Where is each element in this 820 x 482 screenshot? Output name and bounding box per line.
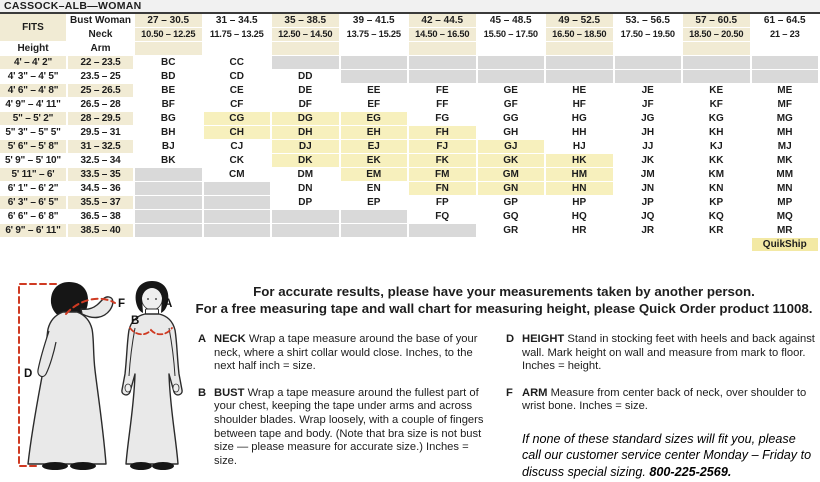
unavailable-cell [135, 224, 204, 238]
definition-term: BUST [214, 386, 245, 399]
size-code-cell: HJ [546, 140, 615, 154]
spacer-cell [752, 42, 820, 56]
size-code-cell: DJ [272, 140, 341, 154]
front-view-figure [122, 281, 182, 470]
height-range: 5" – 5' 2" [0, 112, 68, 126]
size-code-cell: BF [135, 98, 204, 112]
special-sizing-note [522, 431, 816, 481]
size-row [0, 210, 820, 224]
size-row [0, 182, 820, 196]
height-arm-header-row [0, 42, 820, 56]
spacer-cell [683, 42, 752, 56]
size-code-cell: HM [546, 168, 615, 182]
height-range: 4' 9" – 4' 11" [0, 98, 68, 112]
bust-range-header: 27 – 30.5 [135, 14, 204, 28]
height-range: 5' 6" – 5' 8" [0, 140, 68, 154]
unavailable-cell [409, 56, 478, 70]
size-code-cell: KF [683, 98, 752, 112]
size-code-cell: FG [409, 112, 478, 126]
definition-height [506, 333, 816, 374]
size-code-cell: MP [752, 196, 820, 210]
size-chart-table [0, 14, 820, 252]
bust-range-header: 57 – 60.5 [683, 14, 752, 28]
spacer-cell [478, 42, 547, 56]
size-code-cell: DN [272, 182, 341, 196]
size-row [0, 84, 820, 98]
spacer-cell [204, 42, 273, 56]
special-sizing-text: If none of these standard sizes will fit you, please call our customer service center Monday – Friday to discuss special sizing. [522, 431, 812, 479]
neck-range-header: 13.75 – 15.25 [341, 28, 410, 42]
size-code-cell: JF [615, 98, 684, 112]
size-code-cell: DG [272, 112, 341, 126]
height-range: 5' 11" – 6' [0, 168, 68, 182]
size-code-cell: CG [204, 112, 273, 126]
size-code-cell: MG [752, 112, 820, 126]
bust-range-header: 35 – 38.5 [272, 14, 341, 28]
spacer-cell [409, 42, 478, 56]
size-code-cell: HG [546, 112, 615, 126]
size-code-cell: HH [546, 126, 615, 140]
unavailable-cell [341, 210, 410, 224]
spacer-cell [135, 42, 204, 56]
size-code-cell: FE [409, 84, 478, 98]
arm-range: 31 – 32.5 [68, 140, 135, 154]
size-code-cell: EG [341, 112, 410, 126]
figure-label-b: B [131, 315, 140, 327]
size-code-cell: CD [204, 70, 273, 84]
size-row [0, 70, 820, 84]
neck-range-header: 17.50 – 19.50 [615, 28, 684, 42]
size-code-cell: JK [615, 154, 684, 168]
size-code-cell: GF [478, 98, 547, 112]
size-code-cell: EM [341, 168, 410, 182]
size-code-cell: CH [204, 126, 273, 140]
arm-range: 22 – 23.5 [68, 56, 135, 70]
spacer [0, 238, 752, 252]
definition-term: HEIGHT [522, 333, 565, 345]
unavailable-cell [478, 56, 547, 70]
figure-label-f: F [118, 298, 126, 310]
size-code-cell: MM [752, 168, 820, 182]
size-code-cell: BG [135, 112, 204, 126]
size-row [0, 56, 820, 70]
definition-bust [198, 387, 494, 469]
size-code-cell: GE [478, 84, 547, 98]
arm-range: 36.5 – 38 [68, 210, 135, 224]
size-row [0, 224, 820, 238]
unavailable-cell [204, 210, 273, 224]
unavailable-cell [135, 196, 204, 210]
size-row [0, 154, 820, 168]
definition-text: Measure from center back of neck, over shoulder to wrist bone. Inches = size. [522, 386, 807, 413]
size-code-cell: GM [478, 168, 547, 182]
size-code-cell: FM [409, 168, 478, 182]
size-code-cell: KQ [683, 210, 752, 224]
size-code-cell: MN [752, 182, 820, 196]
bust-range-header: 61 – 64.5 [752, 14, 820, 28]
size-code-cell: GH [478, 126, 547, 140]
neck-label: Neck [68, 28, 135, 42]
size-code-cell: CK [204, 154, 273, 168]
accuracy-note-line2: For a free measuring tape and wall chart for measuring height, please Quick Order product 11008. [195, 301, 813, 316]
size-code-cell: BE [135, 84, 204, 98]
definition-neck [198, 333, 494, 374]
size-code-cell: EP [341, 196, 410, 210]
arm-range: 25 – 26.5 [68, 84, 135, 98]
height-label: Height [0, 42, 68, 56]
unavailable-cell [615, 70, 684, 84]
unavailable-cell [272, 210, 341, 224]
neck-range-header: 11.75 – 13.25 [204, 28, 273, 42]
size-code-cell: GR [478, 224, 547, 238]
neck-range-header: 16.50 – 18.50 [546, 28, 615, 42]
size-code-cell: HP [546, 196, 615, 210]
height-range: 4' 6" – 4' 8" [0, 84, 68, 98]
size-code-cell: MJ [752, 140, 820, 154]
arm-range: 29.5 – 31 [68, 126, 135, 140]
size-code-cell: JM [615, 168, 684, 182]
size-code-cell: EF [341, 98, 410, 112]
size-code-cell: JP [615, 196, 684, 210]
size-code-cell: GQ [478, 210, 547, 224]
size-code-cell: HQ [546, 210, 615, 224]
bust-range-header: 42 – 44.5 [409, 14, 478, 28]
size-code-cell: DF [272, 98, 341, 112]
size-code-cell: GJ [478, 140, 547, 154]
neck-range-header: 12.50 – 14.50 [272, 28, 341, 42]
size-code-cell: FP [409, 196, 478, 210]
size-code-cell: EE [341, 84, 410, 98]
size-code-cell: JR [615, 224, 684, 238]
arm-range: 26.5 – 28 [68, 98, 135, 112]
definition-letter: B [198, 386, 207, 399]
unavailable-cell [752, 56, 820, 70]
spacer-cell [546, 42, 615, 56]
definitions-left-column [198, 333, 494, 481]
definition-term: ARM [522, 386, 548, 399]
size-code-cell: GK [478, 154, 547, 168]
size-code-cell: FH [409, 126, 478, 140]
size-code-cell: CC [204, 56, 273, 70]
size-code-cell: KE [683, 84, 752, 98]
bust-woman-label: Bust Woman [68, 14, 135, 28]
definition-text: Stand in stocking feet with heels and back against wall. Mark height on wall and measure from mark to floor. Inches = height. [522, 333, 815, 373]
neck-range-header: 21 – 23 [752, 28, 820, 42]
size-row [0, 196, 820, 210]
size-row [0, 140, 820, 154]
unavailable-cell [272, 56, 341, 70]
arm-range: 28 – 29.5 [68, 112, 135, 126]
figure-area [2, 276, 192, 480]
size-code-cell: DM [272, 168, 341, 182]
size-code-cell: MF [752, 98, 820, 112]
size-code-cell: CM [204, 168, 273, 182]
figure-label-d: D [24, 368, 33, 380]
size-code-cell: FK [409, 154, 478, 168]
size-code-cell: KJ [683, 140, 752, 154]
bust-range-header: 39 – 41.5 [341, 14, 410, 28]
height-range: 4' 3" – 4' 5" [0, 70, 68, 84]
bust-range-header: 45 – 48.5 [478, 14, 547, 28]
unavailable-cell [615, 56, 684, 70]
size-code-cell: ME [752, 84, 820, 98]
unavailable-cell [752, 70, 820, 84]
size-code-cell: GP [478, 196, 547, 210]
definition-arm [506, 387, 816, 414]
definition-letter: F [506, 386, 513, 399]
size-row [0, 112, 820, 126]
unavailable-cell [546, 70, 615, 84]
size-row [0, 98, 820, 112]
measurement-figure-illustration [2, 276, 192, 480]
size-code-cell: CF [204, 98, 273, 112]
size-code-cell: MK [752, 154, 820, 168]
height-range: 5" 3" – 5" 5" [0, 126, 68, 140]
height-range: 6' 3" – 6' 5" [0, 196, 68, 210]
arm-range: 32.5 – 34 [68, 154, 135, 168]
size-code-cell: CJ [204, 140, 273, 154]
quikship-badge: QuikShip [752, 238, 820, 252]
definition-letter: D [506, 333, 515, 345]
size-code-cell: BC [135, 56, 204, 70]
unavailable-cell [341, 56, 410, 70]
figure-label-a: A [164, 298, 173, 310]
unavailable-cell [204, 182, 273, 196]
size-code-cell: JE [615, 84, 684, 98]
size-code-cell: JJ [615, 140, 684, 154]
neck-header-row [0, 28, 820, 42]
size-code-cell: DD [272, 70, 341, 84]
size-code-cell: KK [683, 154, 752, 168]
size-code-cell: KR [683, 224, 752, 238]
size-code-cell: KG [683, 112, 752, 126]
height-range: 6' 6" – 6' 8" [0, 210, 68, 224]
size-code-cell: CE [204, 84, 273, 98]
bust-range-header: 31 – 34.5 [204, 14, 273, 28]
height-range: 6' 9" – 6' 11" [0, 224, 68, 238]
arm-range: 34.5 – 36 [68, 182, 135, 196]
size-code-cell: JG [615, 112, 684, 126]
size-code-cell: HE [546, 84, 615, 98]
size-code-cell: KP [683, 196, 752, 210]
size-code-cell: FJ [409, 140, 478, 154]
height-range: 5' 9" – 5' 10" [0, 154, 68, 168]
size-code-cell: BJ [135, 140, 204, 154]
unavailable-cell [272, 224, 341, 238]
size-code-cell: EJ [341, 140, 410, 154]
size-row [0, 126, 820, 140]
spacer-cell [272, 42, 341, 56]
definition-term: NECK [214, 333, 246, 345]
size-code-cell: EN [341, 182, 410, 196]
size-code-cell: HR [546, 224, 615, 238]
size-code-cell: DE [272, 84, 341, 98]
arm-range: 33.5 – 35 [68, 168, 135, 182]
fits-label: FITS [0, 14, 68, 42]
accuracy-note-line1: For accurate results, please have your measurements taken by another person. [253, 284, 755, 299]
unavailable-cell [478, 70, 547, 84]
unavailable-cell [683, 56, 752, 70]
definition-text: Wrap a tape measure around the fullest part of your chest, keeping the tape under arms and across shoulder blades. Wrap loosely, with a couple of fingers between tape and body. (Note that bra size is not bust size — please measure for accurate size.) Inches = size. [214, 386, 484, 467]
size-code-cell: BH [135, 126, 204, 140]
size-code-cell: BD [135, 70, 204, 84]
size-code-cell: JN [615, 182, 684, 196]
definitions-right-column [506, 333, 816, 480]
unavailable-cell [204, 196, 273, 210]
bust-range-header: 49 – 52.5 [546, 14, 615, 28]
size-code-cell: HF [546, 98, 615, 112]
size-code-cell: BK [135, 154, 204, 168]
size-row [0, 168, 820, 182]
size-code-cell: KH [683, 126, 752, 140]
spacer-cell [615, 42, 684, 56]
unavailable-cell [135, 168, 204, 182]
unavailable-cell [546, 56, 615, 70]
neck-range-header: 14.50 – 16.50 [409, 28, 478, 42]
unavailable-cell [341, 224, 410, 238]
neck-range-header: 10.50 – 12.25 [135, 28, 204, 42]
arm-range: 38.5 – 40 [68, 224, 135, 238]
size-code-cell: DH [272, 126, 341, 140]
size-code-cell: EH [341, 126, 410, 140]
size-code-cell: EK [341, 154, 410, 168]
arm-label: Arm [68, 42, 135, 56]
unavailable-cell [204, 224, 273, 238]
size-code-cell: GN [478, 182, 547, 196]
size-code-cell: MQ [752, 210, 820, 224]
unavailable-cell [409, 224, 478, 238]
unavailable-cell [135, 210, 204, 224]
neck-range-header: 18.50 – 20.50 [683, 28, 752, 42]
spacer-cell [341, 42, 410, 56]
unavailable-cell [409, 70, 478, 84]
unavailable-cell [135, 182, 204, 196]
size-code-cell: DP [272, 196, 341, 210]
size-code-cell: KM [683, 168, 752, 182]
height-range: 6' 1" – 6' 2" [0, 182, 68, 196]
arm-range: 35.5 – 37 [68, 196, 135, 210]
size-code-cell: HK [546, 154, 615, 168]
page-title: CASSOCK–ALB—WOMAN [0, 0, 820, 14]
accuracy-note [190, 283, 818, 317]
unavailable-cell [341, 70, 410, 84]
size-code-cell: JQ [615, 210, 684, 224]
special-sizing-phone: 800-225-2569. [649, 464, 732, 479]
size-code-cell: HN [546, 182, 615, 196]
size-code-cell: FN [409, 182, 478, 196]
unavailable-cell [683, 70, 752, 84]
size-code-cell: KN [683, 182, 752, 196]
size-code-cell: GG [478, 112, 547, 126]
size-code-cell: DK [272, 154, 341, 168]
arm-range: 23.5 – 25 [68, 70, 135, 84]
size-code-cell: MR [752, 224, 820, 238]
size-code-cell: JH [615, 126, 684, 140]
height-range: 4' – 4' 2" [0, 56, 68, 70]
size-code-cell: MH [752, 126, 820, 140]
definition-text: Wrap a tape measure around the base of your neck, where a shirt collar would close. Inches, to the next half inch = size. [214, 333, 478, 373]
neck-range-header: 15.50 – 17.50 [478, 28, 547, 42]
definition-letter: A [198, 333, 207, 345]
bust-range-header: 53. – 56.5 [615, 14, 684, 28]
bust-header-row [0, 14, 820, 28]
size-code-cell: FQ [409, 210, 478, 224]
size-code-cell: FF [409, 98, 478, 112]
quikship-row [0, 238, 820, 252]
